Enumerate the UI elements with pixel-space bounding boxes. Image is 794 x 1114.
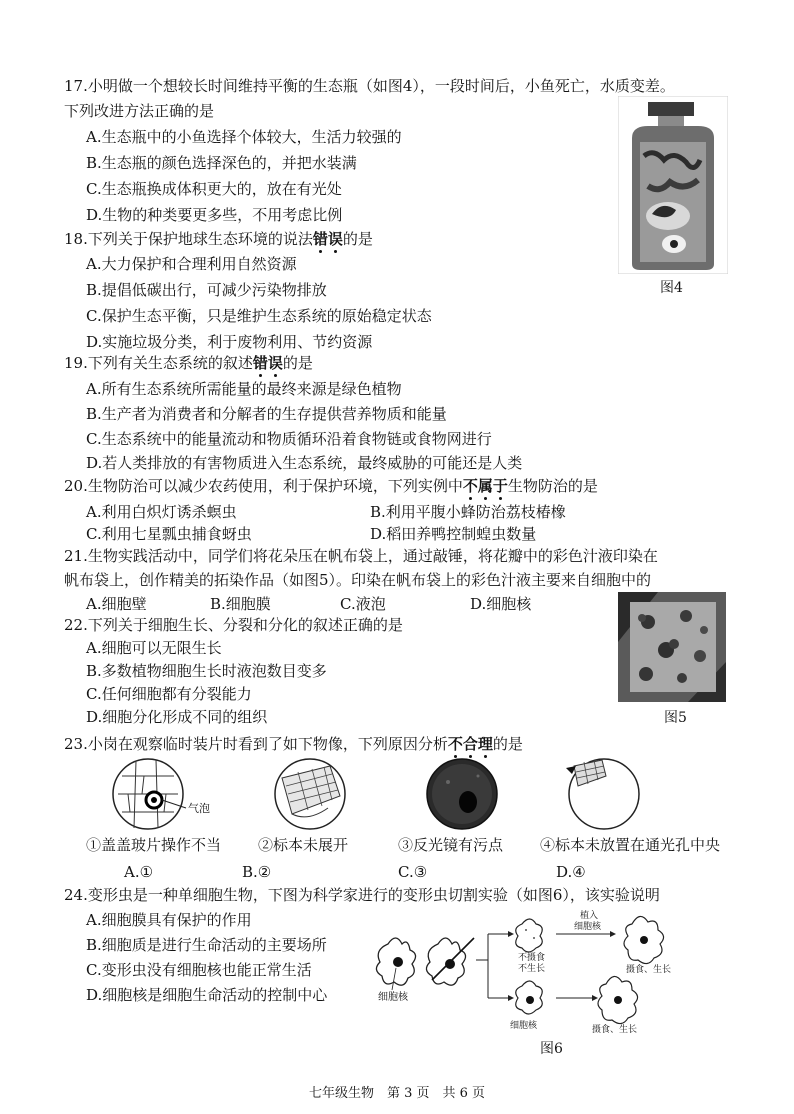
figure-4-caption: 图4 xyxy=(660,280,683,296)
q18-option-d: D.实施垃圾分类，利于废物利用、节约资源 xyxy=(86,333,373,351)
q22-option-a: A.细胞可以无限生长 xyxy=(86,639,222,657)
q18-option-c: C.保护生态平衡，只是维护生态系统的原始稳定状态 xyxy=(86,307,432,325)
q23-caption-4: ④标本未放置在通光孔中央 xyxy=(540,836,721,854)
q18-option-b: B.提倡低碳出行，可减少污染物排放 xyxy=(86,281,327,299)
q20-stem xyxy=(64,476,598,496)
q23-emphasis-char: 合 xyxy=(462,735,478,753)
q19-option-d: D.若人类排放的有害物质进入生态系统，最终威胁的可能还是人类 xyxy=(86,454,523,472)
q24-option-b: B.细胞质是进行生命活动的主要场所 xyxy=(86,936,327,954)
q18-emphasis-char: 误 xyxy=(327,230,343,248)
q21-option-b: B.细胞膜 xyxy=(210,595,271,613)
q24-option-a: A.细胞膜具有保护的作用 xyxy=(86,911,252,929)
figure-6-caption: 图6 xyxy=(540,1041,563,1057)
q20-option-d: D.稻田养鸭控制蝗虫数量 xyxy=(370,525,537,543)
q19-stem-prefix: 19.下列有关生态系统的叙述 xyxy=(64,354,253,372)
q23-emphasis-char: 不 xyxy=(447,735,463,753)
q17-stem-line1: 17.小明做一个想较长时间维持平衡的生态瓶（如图4），一段时间后，小鱼死亡，水质变差。 xyxy=(64,77,675,95)
q20-option-b: B.利用平腹小蜂防治荔枝椿橡 xyxy=(370,503,566,521)
q23-option-d: D.④ xyxy=(556,863,586,881)
q17-option-c: C.生态瓶换成体积更大的，放在有光处 xyxy=(86,180,342,198)
q21-option-a: A.细胞壁 xyxy=(86,595,147,613)
figure-5-caption: 图5 xyxy=(664,710,687,726)
q20-stem-suffix: 生物防治的是 xyxy=(507,477,598,495)
q18-option-a: A.大力保护和合理利用自然资源 xyxy=(86,255,297,273)
q23-option-a: A.① xyxy=(124,863,154,881)
fig6-label-feed-grow-1: 摄食、生长 xyxy=(626,965,672,975)
q17-option-b: B.生态瓶的颜色选择深色的，并把水装满 xyxy=(86,154,357,172)
q19-emphasis-char: 错 xyxy=(252,354,268,372)
figure-4-eco-bottle-photo xyxy=(618,96,728,274)
bubble-label: 气泡 xyxy=(188,802,210,815)
q18-stem-prefix: 18.下列关于保护地球生态环境的说法 xyxy=(64,230,313,248)
q21-option-c: C.液泡 xyxy=(340,595,386,613)
fig6-label-implant-1: 植入 xyxy=(580,911,599,921)
q21-option-d: D.细胞核 xyxy=(470,595,532,613)
figure-5-flower-print-photo xyxy=(618,592,726,702)
q20-emphasis-char: 不 xyxy=(462,477,478,495)
q23-view-3-dark-spot xyxy=(420,756,504,832)
q22-option-d: D.细胞分化形成不同的组织 xyxy=(86,708,268,726)
page-footer: 七年级生物 第 3 页 共 6 页 xyxy=(308,1086,486,1101)
q18-stem-suffix: 的是 xyxy=(342,230,373,248)
fig6-label-implant-2: 细胞核 xyxy=(574,922,602,932)
fig6-label-no-feed-1: 不摄食 xyxy=(518,953,546,963)
q20-emphasis-char: 属 xyxy=(477,477,493,495)
q23-view-2-folded-specimen xyxy=(268,756,352,832)
q23-stem-prefix: 23.小岗在观察临时装片时看到了如下物像，下列原因分析 xyxy=(64,735,448,753)
q19-stem xyxy=(64,353,313,373)
q19-option-a: A.所有生态系统所需能量的最终来源是绿色植物 xyxy=(86,380,402,398)
q23-stem-suffix: 的是 xyxy=(492,735,523,753)
q23-stem xyxy=(64,734,523,754)
fig6-label-feed-grow-2: 摄食、生长 xyxy=(592,1025,638,1034)
q18-stem xyxy=(64,229,373,249)
q20-option-c: C.利用七星瓢虫捕食蚜虫 xyxy=(86,525,252,543)
q23-caption-2: ②标本未展开 xyxy=(258,836,349,854)
q19-option-c: C.生态系统中的能量流动和物质循环沿着食物链或食物网进行 xyxy=(86,430,492,448)
q23-option-c: C.③ xyxy=(398,863,428,881)
q21-stem-line2: 帆布袋上，创作精美的拓染作品（如图5）。印染在帆布袋上的彩色汁液主要来自细胞中的 xyxy=(64,571,652,589)
figure-6-amoeba-cutting-diagram xyxy=(370,904,732,1034)
fig6-label-no-feed-2: 不生长 xyxy=(518,964,546,974)
q17-option-a: A.生态瓶中的小鱼选择个体较大，生活力较强的 xyxy=(86,128,402,146)
q22-option-c: C.任何细胞都有分裂能力 xyxy=(86,685,252,703)
fig6-label-nucleus-1: 细胞核 xyxy=(378,992,408,1003)
q23-emphasis-char: 理 xyxy=(477,735,493,753)
q23-caption-1: ①盖盖玻片操作不当 xyxy=(86,836,222,854)
q21-stem-line1: 21.生物实践活动中，同学们将花朵压在帆布袋上，通过敲锤，将花瓣中的彩色汁液印染在 xyxy=(64,547,658,565)
q20-option-a: A.利用白炽灯诱杀螟虫 xyxy=(86,503,237,521)
q19-stem-suffix: 的是 xyxy=(282,354,313,372)
q23-option-b: B.② xyxy=(242,863,272,881)
q17-stem-line2: 下列改进方法正确的是 xyxy=(64,102,215,120)
q23-caption-3: ③反光镜有污点 xyxy=(398,836,504,854)
q20-emphasis-char: 于 xyxy=(492,477,508,495)
q24-stem: 24.变形虫是一种单细胞生物，下图为科学家进行的变形虫切割实验（如图6），该实验说明 xyxy=(64,886,660,904)
q17-option-d: D.生物的种类要更多些，不用考虑比例 xyxy=(86,206,343,224)
q19-option-b: B.生产者为消费者和分解者的生存提供营养物质和能量 xyxy=(86,405,447,423)
fig6-label-nucleus-2: 细胞核 xyxy=(510,1021,538,1031)
q18-emphasis-char: 错 xyxy=(312,230,328,248)
q23-view-1-cells-with-bubble xyxy=(108,756,228,832)
q23-view-4-off-center-specimen xyxy=(562,756,646,832)
q24-option-d: D.细胞核是细胞生命活动的控制中心 xyxy=(86,986,328,1004)
q22-stem: 22.下列关于细胞生长、分裂和分化的叙述正确的是 xyxy=(64,616,403,634)
q19-emphasis-char: 误 xyxy=(267,354,283,372)
q20-stem-prefix: 20.生物防治可以减少农药使用，利于保护环境，下列实例中 xyxy=(64,477,463,495)
q22-option-b: B.多数植物细胞生长时液泡数目变多 xyxy=(86,662,327,680)
q24-option-c: C.变形虫没有细胞核也能正常生活 xyxy=(86,961,312,979)
